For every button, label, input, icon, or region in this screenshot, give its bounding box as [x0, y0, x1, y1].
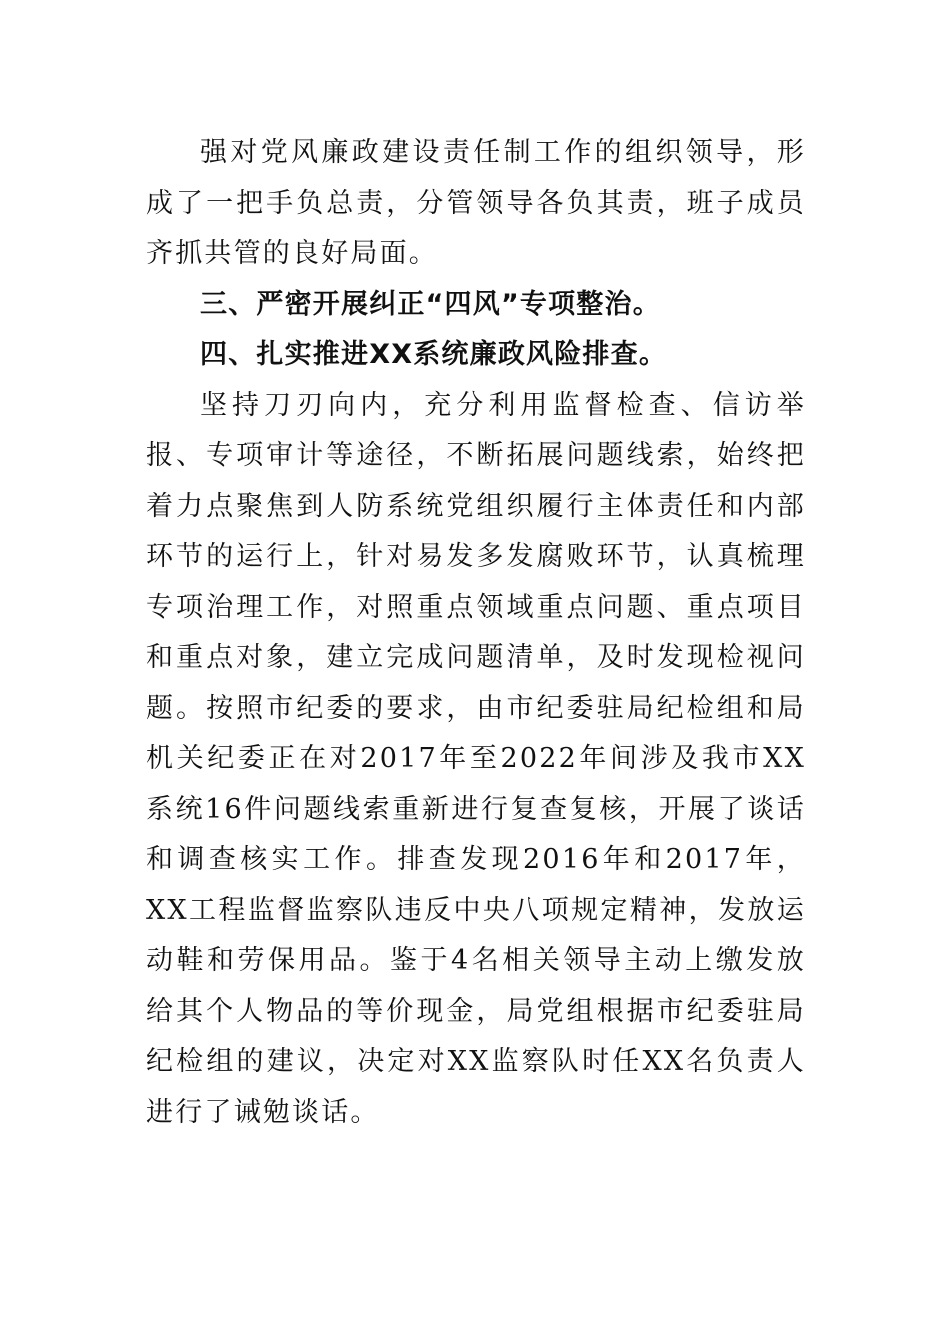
section-heading-four: 四、扎实推进XX系统廉政风险排查。	[200, 339, 668, 370]
body-paragraph: 强对党风廉政建设责任制工作的组织领导，形成了一把手负总责，分管领导各负其责，班子成员齐抓共管的良好局面。	[146, 137, 806, 269]
section-heading-three: 三、严密开展纠正“四风”专项整治。	[200, 288, 661, 320]
body-paragraph: 坚持刀刃向内，充分利用监督检查、信访举报、专项审计等途径，不断拓展问题线索，始终把着力点聚焦到人防系统党组织履行主体责任和内部环节的运行上，针对易发多发腐败环节，认真梳理专项治理工作，对照重点领域重点问题、重点项目和重点对象，建立完成问题清单，及时发现检视问题。按照市纪委的要求，由市纪委驻局纪检组和局机关纪委正在对2017年至2022年间涉及我市XX系统16件问题线索重新进行复查复核，开展了谈话和调查核实工作。排查发现2016年和2017年，XX工程监督监察队违反中央八项规定精神，发放运动鞋和劳保用品。鉴于4名相关领导主动上缴发放给其个人物品的等价现金，局党组根据市纪委驻局纪检组的建议，决定对XX监察队时任XX名负责人进行了诫勉谈话。	[146, 389, 806, 1128]
document-body	[146, 128, 806, 1138]
